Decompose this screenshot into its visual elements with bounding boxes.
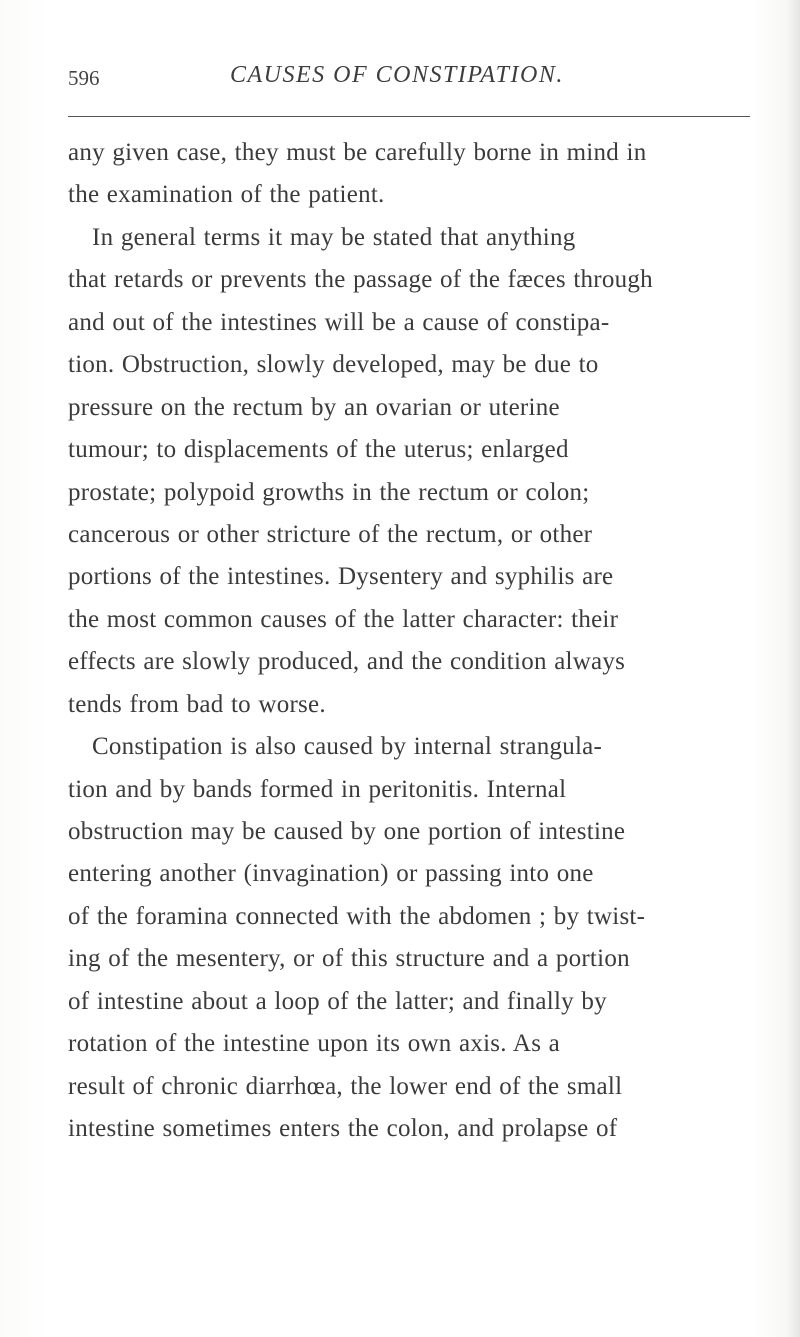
text-line: the examination of the patient. (68, 181, 385, 209)
text-line: ing of the mesentery, or of this structure and a portion (68, 945, 630, 973)
text-line: tion. Obstruction, slowly developed, may be due to (68, 351, 599, 379)
running-head (68, 62, 748, 94)
text-line: prostate; polypoid growths in the rectum or colon; (68, 478, 590, 506)
text-line: of intestine about a loop of the latter; and finally by (68, 987, 607, 1015)
header-rule (68, 116, 750, 117)
body-text (68, 132, 764, 1151)
text-line: tion and by bands formed in peritonitis. Internal (68, 775, 567, 803)
text-line: obstruction may be caused by one portion of intestine (68, 818, 626, 845)
text-line: any given case, they must be carefully borne in mind in (68, 139, 647, 166)
text-line: that retards or prevents the passage of the fæces through (68, 266, 653, 294)
text-line: tends from bad to worse. (68, 690, 326, 718)
text-line: portions of the intestines. Dysentery and syphilis are (68, 563, 614, 591)
text-line: the most common causes of the latter character: their (68, 605, 619, 633)
text-line: pressure on the rectum by an ovarian or uterine (68, 393, 560, 421)
running-title: CAUSES OF CONSTIPATION. (230, 62, 564, 88)
text-line: Constipation is also caused by internal strangula- (92, 733, 603, 761)
page-edge-shadow (786, 0, 800, 1337)
text-line: result of chronic diarrhœa, the lower end of the small (68, 1072, 623, 1100)
text-line: In general terms it may be stated that anything (92, 223, 576, 251)
text-line: and out of the intestines will be a cause of constipa- (68, 308, 610, 336)
text-line: entering another (invagination) or passing into one (68, 860, 594, 888)
text-line: rotation of the intestine upon its own axis. As a (68, 1030, 561, 1058)
text-line: of the foramina connected with the abdomen ; by twist- (68, 902, 646, 930)
page-number: 596 (68, 66, 100, 90)
text-line: intestine sometimes enters the colon, and prolapse of (68, 1115, 618, 1143)
text-line: cancerous or other stricture of the rectum, or other (68, 520, 593, 548)
text-line: tumour; to displacements of the uterus; enlarged (68, 436, 569, 464)
text-line: effects are slowly produced, and the condition always (68, 648, 626, 676)
